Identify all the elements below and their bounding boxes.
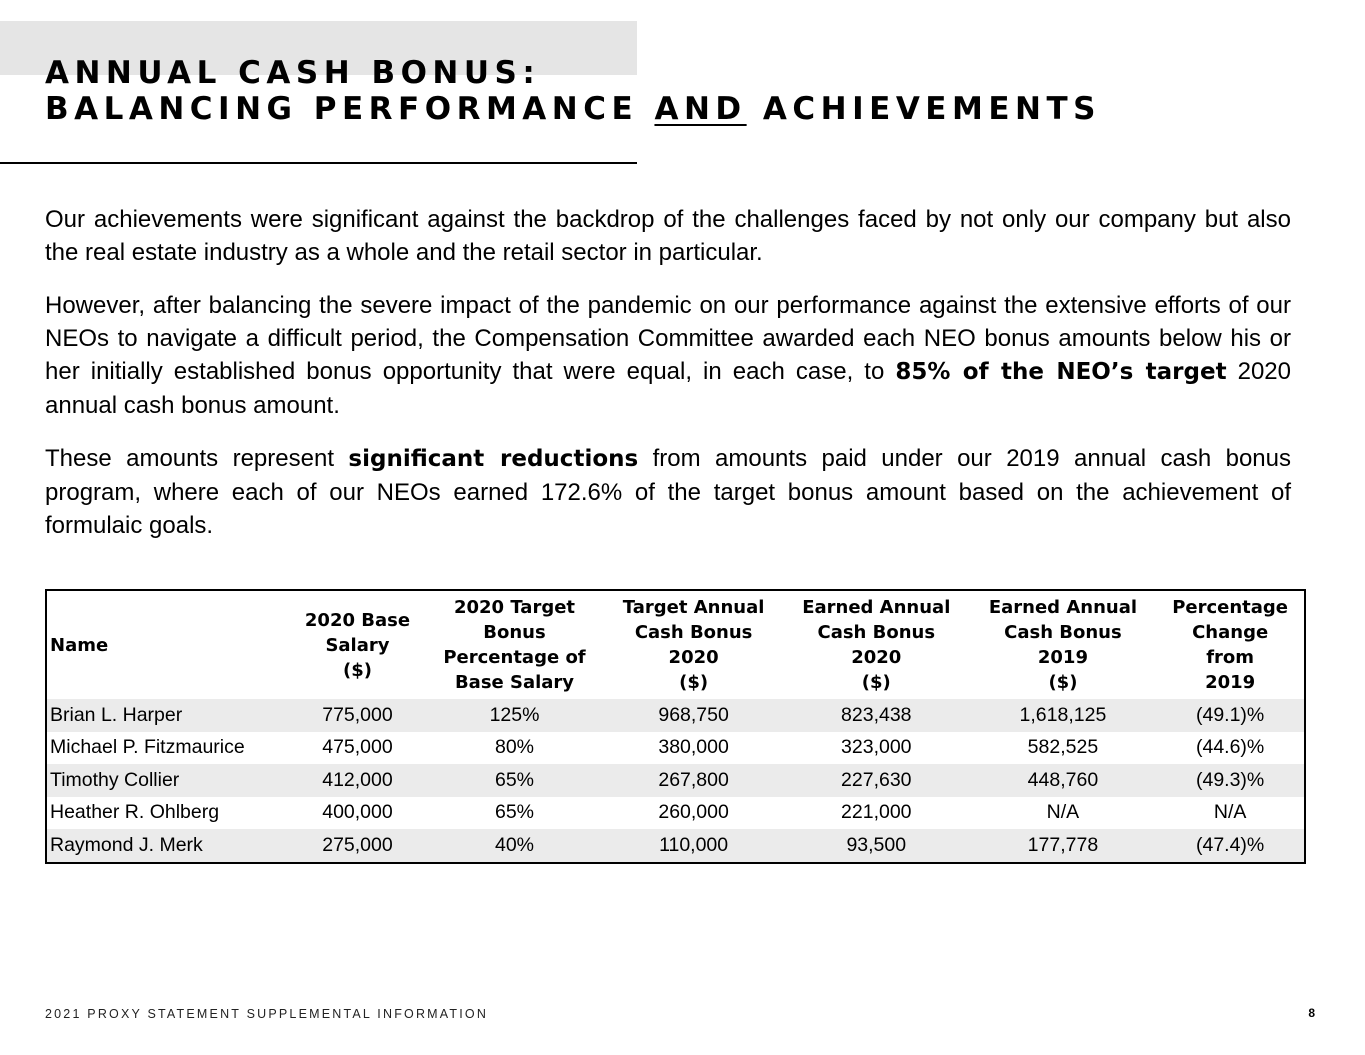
title-line-2-start: BALANCING PERFORMANCE [45,91,655,127]
table-cell: 177,778 [970,829,1157,863]
table-cell: 1,618,125 [970,699,1157,732]
column-header [46,590,290,699]
title-divider [0,162,637,164]
column-header-line: ($) [861,672,891,693]
paragraph-3-highlight: significant reductions [348,446,639,472]
table-cell: 400,000 [322,801,393,824]
column-header-line: Target Annual [622,597,765,618]
table-cell: 267,800 [604,764,783,797]
table-row [46,699,1305,732]
body-text [45,203,1291,562]
column-header-line: from [1206,647,1255,668]
page-number: 8 [1308,1006,1315,1020]
table-cell: 80% [494,736,535,759]
title-underlined-and: AND [654,91,747,127]
executive-name-cell: Brian L. Harper [46,699,290,732]
table-cell: 40% [425,829,605,863]
table-cell: 110,000 [604,829,783,863]
table-cell: 823,438 [783,699,970,732]
table-cell: N/A [1046,801,1080,824]
paragraph-1: Our achievements were significant against the backdrop of the challenges faced by not only our company but also the real estate industry as a whole and the retail sector in particular. [45,206,1291,266]
page-title [45,55,1101,127]
table-cell: 65% [494,801,535,824]
bonus-table-body [46,699,1305,863]
column-header-line: Percentage [1172,597,1289,618]
column-header-line: Cash Bonus [1004,622,1122,643]
column-header-line: Percentage of [443,647,586,668]
table-cell: 221,000 [841,801,912,824]
column-header-line: 2020 [851,647,902,668]
table-cell: 323,000 [841,736,912,759]
table-cell: (44.6)% [1195,736,1265,759]
paragraph-2-highlight: 85% of the NEO’s target [895,359,1227,385]
column-header [425,590,605,699]
column-header-line: Cash Bonus [634,622,753,643]
table-row [46,764,1305,797]
table-cell: 448,760 [970,764,1157,797]
table-cell: 65% [425,764,605,797]
column-header [290,590,425,699]
table-cell: 968,750 [604,699,783,732]
column-header-line: 2019 [1205,672,1256,693]
column-header-line: Earned Annual [988,597,1138,618]
table-cell: 93,500 [783,829,970,863]
column-header-line: Earned Annual [802,597,951,618]
column-header-line: ($) [679,672,709,693]
column-header-line: 2020 Target [453,597,576,618]
table-cell: (49.3)% [1156,764,1305,797]
bonus-table [45,589,1306,864]
column-header-line: Base Salary [454,672,575,693]
paragraph-2 [45,289,1291,422]
bonus-table-header [46,590,1305,699]
table-cell: 380,000 [658,736,729,759]
title-line-2 [45,91,1101,127]
column-header-line: 2020 [668,647,719,668]
table-cell: 227,630 [783,764,970,797]
table-cell: 475,000 [322,736,393,759]
paragraph-3-start: These amounts represent [45,445,349,472]
column-header-line: ($) [1048,672,1078,693]
column-header-line: Bonus [483,622,546,643]
title-line-2-end: ACHIEVEMENTS [746,91,1101,127]
column-header [783,590,970,699]
column-header-line: 2019 [1037,647,1088,668]
executive-name-cell: Michael P. Fitzmaurice [50,736,245,759]
table-cell: (47.4)% [1156,829,1305,863]
column-header-line: Cash Bonus [817,622,936,643]
header-row [46,590,1305,699]
footer-text: 2021 PROXY STATEMENT SUPPLEMENTAL INFORMATION [45,1007,489,1021]
table-cell: (49.1)% [1156,699,1305,732]
table-cell: 582,525 [1027,736,1099,759]
executive-name-cell: Raymond J. Merk [46,829,290,863]
table-cell: 275,000 [290,829,425,863]
column-header [604,590,783,699]
table-cell: 412,000 [290,764,425,797]
executive-name-cell: Timothy Collier [46,764,290,797]
paragraph-2-end: 2020 annual cash bonus amount. [45,358,1291,419]
table-row [46,797,1305,830]
table-cell: 260,000 [658,801,729,824]
table-cell: 775,000 [290,699,425,732]
column-header-line: ($) [342,659,372,681]
column-header-line: Change [1192,622,1269,643]
table-row [46,829,1305,863]
executive-name-cell: Heather R. Ohlberg [50,801,220,824]
column-header-line: 2020 Base [304,609,411,631]
table-cell: 125% [425,699,605,732]
paragraph-2-start: However, after balancing the severe impact of the pandemic on our performance against the extensive efforts of our NEOs to navigate a difficult period, the Compensation Committee awarded each NEO bonus amounts below his or her initially established bonus opportunity that were equal, in each case, to [45,292,1291,385]
table-cell: N/A [1213,801,1247,824]
column-header [970,590,1157,699]
column-header [1156,590,1305,699]
column-header-line: Salary [325,634,390,656]
table-row [46,732,1305,765]
column-header-line: Name [50,634,109,656]
paragraph-3 [45,442,1291,542]
paragraph-3-end: from amounts paid under our 2019 annual cash bonus program, where each of our NEOs earned 172.6% of the target bonus amount based on the achievement of formulaic goals. [45,445,1291,539]
title-line-1: ANNUAL CASH BONUS: [45,55,541,91]
